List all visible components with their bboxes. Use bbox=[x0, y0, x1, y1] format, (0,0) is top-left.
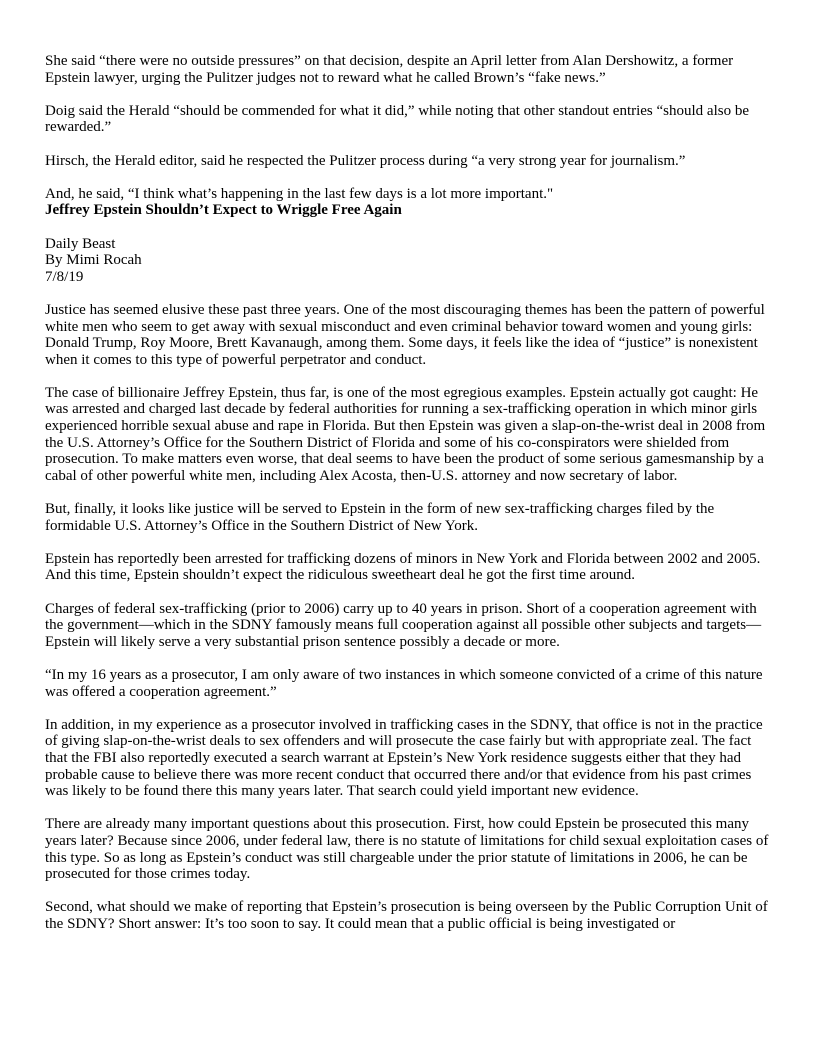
article-paragraph: Charges of federal sex-trafficking (prior to 2006) carry up to 40 years in prison. Short of a cooperation agreement with the government—which in the SDNY famously means full cooperation against all possible other subjects and targets—Epstein will likely serve a very substantial prison sentence possibly a decade or more. bbox=[45, 600, 762, 650]
article-paragraph: Justice has seemed elusive these past three years. One of the most discouraging themes has been the pattern of powerful white men who seem to get away with sexual misconduct and even criminal behavior toward women and young girls: Donald Trump, Roy Moore, Brett Kavanaugh, among them. Some days, it feels like the idea of “justice” is nonexistent when it comes to this type of powerful perpetrator and conduct. bbox=[45, 301, 765, 368]
article-byline bbox=[45, 236, 775, 286]
intro-paragraph: And, he said, “I think what’s happening in the last few days is a lot more important." bbox=[45, 185, 554, 202]
intro-paragraph: Hirsch, the Herald editor, said he respected the Pulitzer process during “a very strong year for journalism.” bbox=[45, 152, 686, 169]
article-headline: Jeffrey Epstein Shouldn’t Expect to Wriggle Free Again bbox=[45, 202, 402, 219]
intro-paragraph: She said “there were no outside pressures” on that decision, despite an April letter from Alan Dershowitz, a former Epstein lawyer, urging the Pulitzer judges not to reward what he called Brown’s “fake news.” bbox=[45, 53, 734, 86]
article-paragraph: There are already many important questions about this prosecution. First, how could Epstein be prosecuted this many years later? Because since 2006, under federal law, there is no statute of limitations for child sexual exploitation cases of this type. So as long as Epstein’s conduct was still chargeable under the prior statute of limitations in 2006, he can be prosecuted for those crimes today. bbox=[45, 816, 769, 883]
article-paragraph: In addition, in my experience as a prosecutor involved in trafficking cases in the SDNY, that office is not in the practice of giving slap-on-the-wrist deals to sex offenders and will prosecute the case fairly but with appropriate zeal. The fact that the FBI also reportedly executed a search warrant at Epstein’s New York residence suggests either that they had probable cause to believe there was more recent conduct that occurred there and/or that evidence from his past crimes was likely to be found there this many years later. That search could yield important new evidence. bbox=[45, 716, 763, 800]
publication-name: Daily Beast bbox=[45, 235, 116, 252]
intro-paragraph: Doig said the Herald “should be commended for what it did,” while noting that other standout entries “should also be rewarded.” bbox=[45, 102, 750, 136]
article-paragraph: “In my 16 years as a prosecutor, I am only aware of two instances in which someone convicted of a crime of this nature was offered a cooperation agreement.” bbox=[45, 666, 763, 700]
article-paragraph: The case of billionaire Jeffrey Epstein, thus far, is one of the most egregious examples. Epstein actually got caught: He was arrested and charged last decade by federal authorities for running a sex-trafficking operation in which minor girls experienced horrible sexual abuse and rape in Florida. But then Epstein was given a slap-on-the-wrist deal in 2008 from the U.S. Attorney’s Office for the Southern District of Florida and some of his co-conspirators were shielded from prosecution. To make matters even worse, that deal seems to have been the product of some serious gamesmanship by a cabal of other powerful white men, including Alex Acosta, then-U.S. attorney and now secretary of labor. bbox=[45, 384, 766, 484]
document-page bbox=[45, 53, 775, 949]
article-paragraph: But, finally, it looks like justice will be served to Epstein in the form of new sex-trafficking charges filed by the formidable U.S. Attorney’s Office in the Southern District of New York. bbox=[45, 501, 715, 534]
article-paragraph: Second, what should we make of reporting that Epstein’s prosecution is being overseen by the Public Corruption Unit of the SDNY? Short answer: It’s too soon to say. It could mean that a public official is being investigated or bbox=[45, 899, 768, 932]
article-paragraph: Epstein has reportedly been arrested for trafficking dozens of minors in New York and Florida between 2002 and 2005. And this time, Epstein shouldn’t expect the ridiculous sweetheart deal he got the first time around. bbox=[45, 550, 761, 584]
publication-date: 7/8/19 bbox=[45, 268, 84, 285]
author-name: By Mimi Rocah bbox=[45, 252, 142, 269]
